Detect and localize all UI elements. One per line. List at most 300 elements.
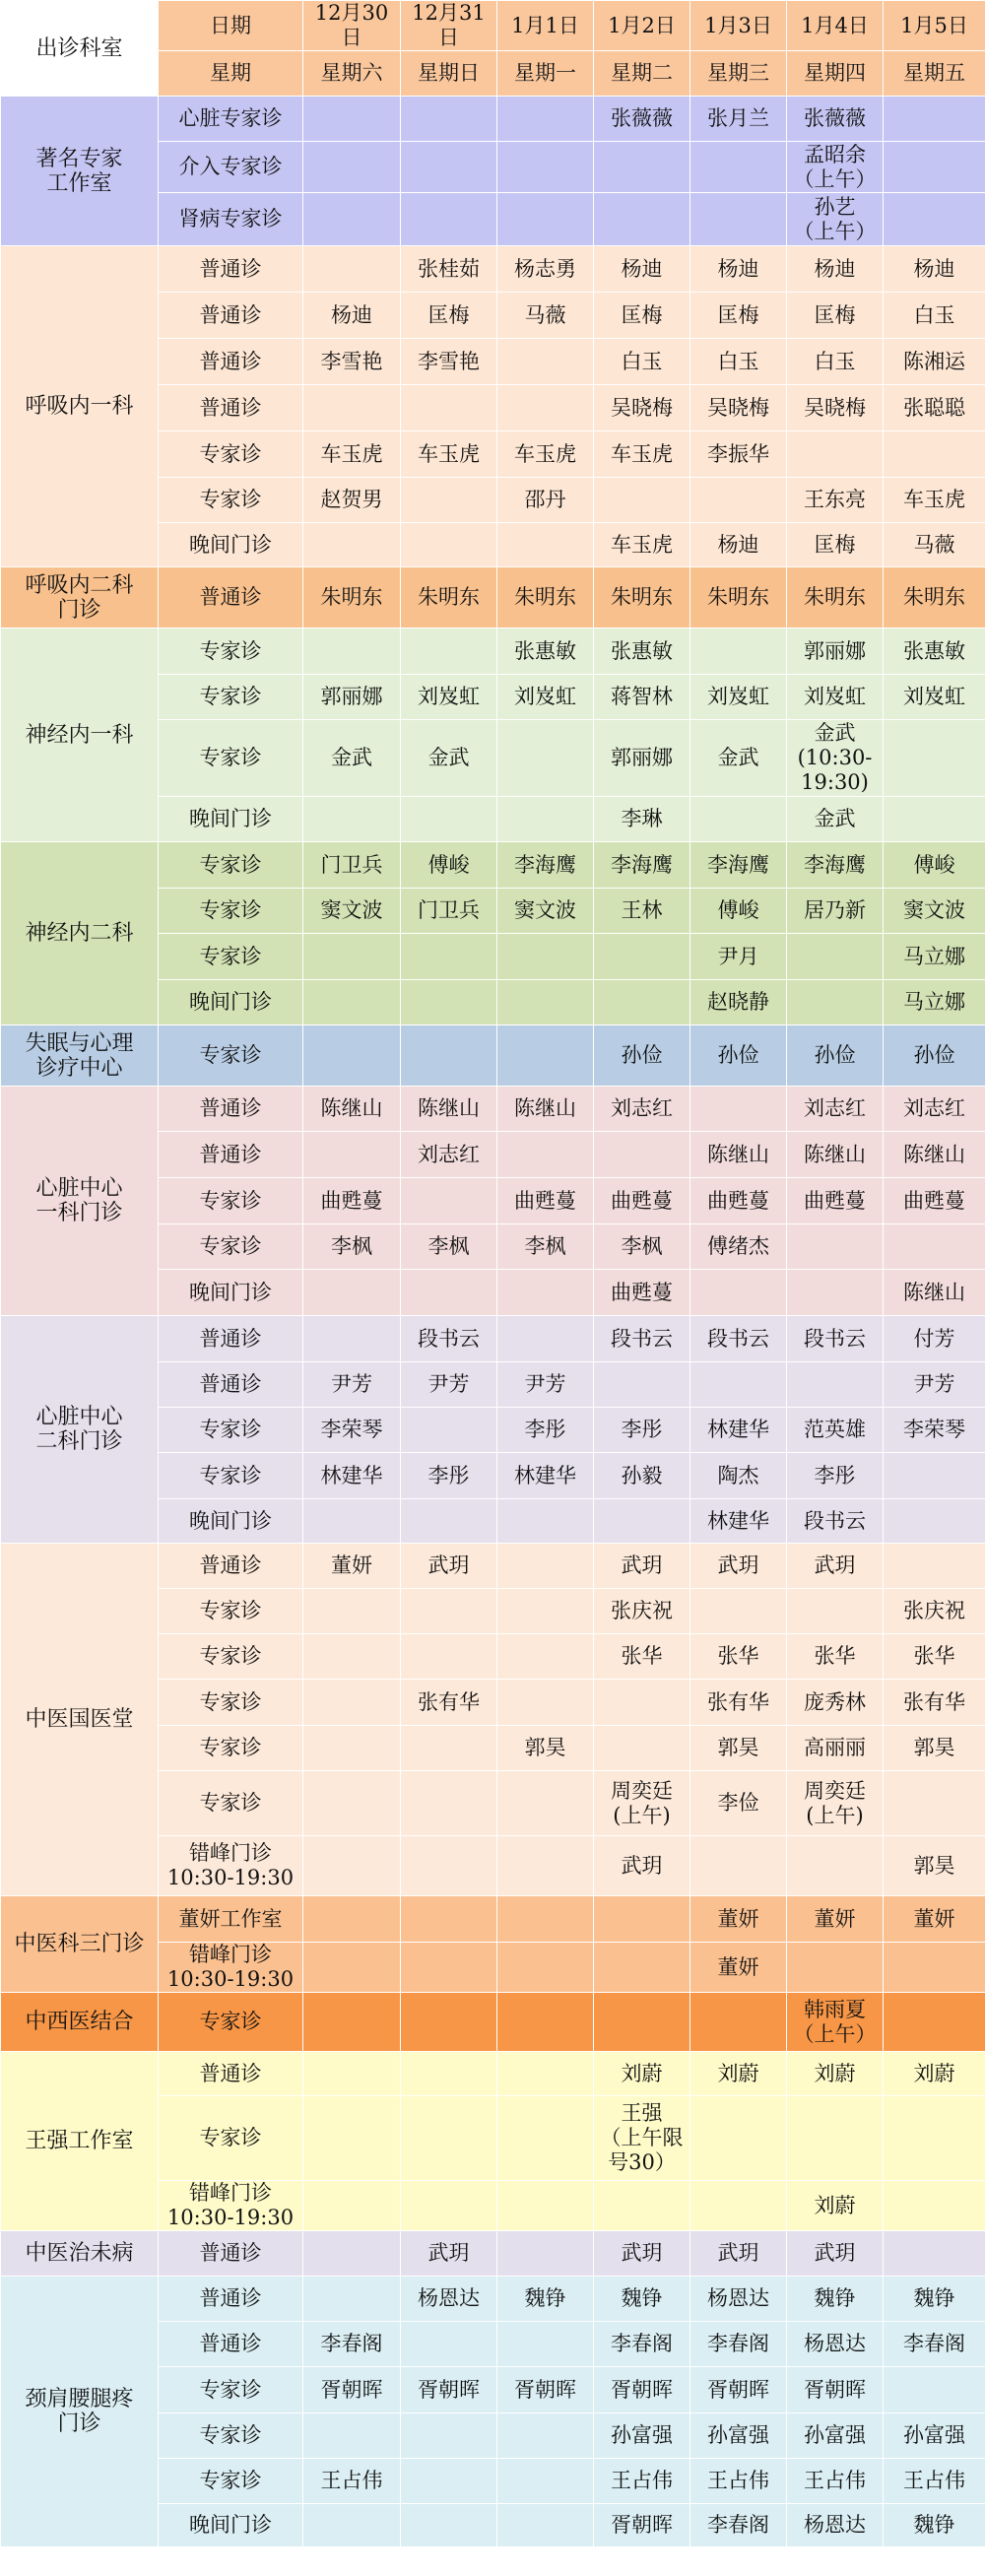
doctor-cell <box>787 1943 884 1993</box>
doctor-cell <box>594 1499 690 1544</box>
doctor-cell <box>401 523 497 567</box>
department-cell: 中西医结合 <box>1 1993 159 2052</box>
doctor-cell <box>690 797 787 842</box>
doctor-cell: 吴晓梅 <box>690 385 787 431</box>
doctor-cell <box>401 2504 497 2547</box>
doctor-cell: 窦文波 <box>497 889 594 934</box>
date-header-cell: 1月3日 <box>690 1 787 51</box>
doctor-cell: 杨恩达 <box>787 2322 884 2367</box>
doctor-cell: 居乃新 <box>787 889 884 934</box>
doctor-cell: 刘岌虹 <box>884 675 985 720</box>
department-cell: 中医科三门诊 <box>1 1896 159 1993</box>
doctor-cell: 胥朝晖 <box>594 2367 690 2413</box>
doctor-cell <box>594 980 690 1025</box>
doctor-cell <box>497 1771 594 1836</box>
doctor-cell: 车玉虎 <box>594 431 690 478</box>
doctor-cell: 武玥 <box>594 1836 690 1896</box>
doctor-cell: 段书云 <box>787 1499 884 1544</box>
doctor-cell: 朱明东 <box>594 567 690 628</box>
doctor-cell: 张有华 <box>690 1680 787 1726</box>
doctor-cell <box>690 628 787 675</box>
doctor-cell: 张华 <box>884 1634 985 1680</box>
doctor-cell: 尹芳 <box>497 1362 594 1408</box>
doctor-cell <box>401 797 497 842</box>
doctor-cell: 李彤 <box>787 1453 884 1499</box>
doctor-cell: 李春阁 <box>690 2504 787 2547</box>
doctor-cell: 郭昊 <box>497 1726 594 1771</box>
doctor-cell: 傅绪杰 <box>690 1224 787 1270</box>
doctor-cell: 陈继山 <box>690 1132 787 1178</box>
schedule-row <box>1 628 985 675</box>
doctor-cell <box>303 142 401 193</box>
doctor-cell <box>690 193 787 246</box>
doctor-cell: 胥朝晖 <box>594 2504 690 2547</box>
doctor-cell <box>884 431 985 478</box>
clinic-type-cell: 专家诊 <box>159 1993 303 2052</box>
doctor-cell: 杨恩达 <box>401 2277 497 2322</box>
clinic-type-cell: 错峰门诊 10:30-19:30 <box>159 1943 303 1993</box>
doctor-cell: 王占伟 <box>303 2459 401 2504</box>
clinic-type-cell: 专家诊 <box>159 1634 303 1680</box>
doctor-cell <box>401 2459 497 2504</box>
doctor-cell <box>787 980 884 1025</box>
doctor-cell <box>303 1726 401 1771</box>
doctor-cell: 段书云 <box>401 1316 497 1362</box>
doctor-cell: 吴晓梅 <box>787 385 884 431</box>
schedule-row <box>1 842 985 889</box>
doctor-cell: 董妍 <box>884 1896 985 1943</box>
doctor-cell <box>401 1726 497 1771</box>
date-header-cell: 1月1日 <box>497 1 594 51</box>
doctor-cell <box>497 720 594 797</box>
doctor-cell <box>884 797 985 842</box>
doctor-cell <box>594 478 690 523</box>
doctor-cell: 杨迪 <box>884 246 985 293</box>
doctor-cell: 胥朝晖 <box>401 2367 497 2413</box>
doctor-cell: 林建华 <box>303 1453 401 1499</box>
doctor-cell: 李海鹰 <box>497 842 594 889</box>
doctor-cell <box>884 1771 985 1836</box>
doctor-cell <box>303 1634 401 1680</box>
department-cell: 颈肩腰腿疼 门诊 <box>1 2277 159 2547</box>
doctor-cell <box>401 1499 497 1544</box>
doctor-cell <box>497 1499 594 1544</box>
doctor-cell: 曲甦蔓 <box>497 1178 594 1224</box>
doctor-cell: 高丽丽 <box>787 1726 884 1771</box>
doctor-cell: 张有华 <box>401 1680 497 1726</box>
doctor-cell: 窦文波 <box>884 889 985 934</box>
date-header-cell: 1月5日 <box>884 1 985 51</box>
doctor-cell: 刘志红 <box>401 1132 497 1178</box>
doctor-cell: 张惠敏 <box>594 628 690 675</box>
doctor-cell: 李春阁 <box>594 2322 690 2367</box>
doctor-cell: 郭丽娜 <box>787 628 884 675</box>
clinic-type-cell: 专家诊 <box>159 2367 303 2413</box>
clinic-type-cell: 专家诊 <box>159 1726 303 1771</box>
doctor-cell <box>690 478 787 523</box>
doctor-cell: 李枫 <box>401 1224 497 1270</box>
doctor-cell: 李海鹰 <box>787 842 884 889</box>
doctor-cell: 孙俭 <box>787 1025 884 1087</box>
doctor-cell: 朱明东 <box>884 567 985 628</box>
doctor-cell <box>690 1362 787 1408</box>
doctor-cell: 杨迪 <box>690 523 787 567</box>
doctor-cell <box>497 1589 594 1634</box>
doctor-cell: 张华 <box>690 1634 787 1680</box>
doctor-cell: 林建华 <box>690 1408 787 1453</box>
doctor-cell: 付芳 <box>884 1316 985 1362</box>
doctor-cell: 车玉虎 <box>303 431 401 478</box>
doctor-cell: 段书云 <box>594 1316 690 1362</box>
doctor-cell <box>884 193 985 246</box>
doctor-cell: 傅峻 <box>690 889 787 934</box>
doctor-cell: 张月兰 <box>690 97 787 142</box>
doctor-cell <box>884 2181 985 2231</box>
doctor-cell: 李俭 <box>690 1771 787 1836</box>
doctor-cell: 尹芳 <box>884 1362 985 1408</box>
doctor-cell: 匡梅 <box>594 293 690 339</box>
doctor-cell: 胥朝晖 <box>690 2367 787 2413</box>
doctor-cell: 韩雨夏 （上午） <box>787 1993 884 2052</box>
doctor-cell <box>884 142 985 193</box>
doctor-cell <box>497 2231 594 2277</box>
doctor-cell <box>303 2096 401 2181</box>
doctor-cell: 陈继山 <box>884 1132 985 1178</box>
doctor-cell <box>497 2181 594 2231</box>
doctor-cell: 武玥 <box>787 2231 884 2277</box>
clinic-type-cell: 专家诊 <box>159 934 303 980</box>
doctor-cell <box>401 193 497 246</box>
doctor-cell <box>303 385 401 431</box>
doctor-cell: 杨迪 <box>303 293 401 339</box>
corner-header-cell: 出诊科室 <box>1 1 159 97</box>
doctor-cell <box>884 97 985 142</box>
doctor-cell <box>303 246 401 293</box>
clinic-type-cell: 专家诊 <box>159 889 303 934</box>
doctor-cell <box>594 142 690 193</box>
doctor-cell: 武玥 <box>690 1544 787 1589</box>
doctor-cell: 郭丽娜 <box>594 720 690 797</box>
clinic-type-cell: 专家诊 <box>159 2096 303 2181</box>
doctor-cell: 刘岌虹 <box>787 675 884 720</box>
clinic-type-cell: 普通诊 <box>159 567 303 628</box>
clinic-type-cell: 普通诊 <box>159 2231 303 2277</box>
doctor-cell: 匡梅 <box>690 293 787 339</box>
doctor-cell: 李彤 <box>594 1408 690 1453</box>
doctor-cell <box>884 2231 985 2277</box>
doctor-cell: 孙富强 <box>594 2413 690 2459</box>
doctor-cell: 孙富强 <box>690 2413 787 2459</box>
doctor-cell <box>497 97 594 142</box>
doctor-cell <box>303 1499 401 1544</box>
doctor-cell: 孙富强 <box>787 2413 884 2459</box>
doctor-cell: 王东亮 <box>787 478 884 523</box>
doctor-cell: 孟昭余 （上午） <box>787 142 884 193</box>
clinic-type-cell: 普通诊 <box>159 385 303 431</box>
doctor-cell: 陈继山 <box>884 1270 985 1316</box>
department-cell: 神经内二科 <box>1 842 159 1025</box>
clinic-type-cell: 普通诊 <box>159 339 303 385</box>
doctor-cell <box>401 934 497 980</box>
date-header-cell: 12月30日 <box>303 1 401 51</box>
doctor-cell <box>303 193 401 246</box>
clinic-type-cell: 晚间门诊 <box>159 2504 303 2547</box>
clinic-type-cell: 心脏专家诊 <box>159 97 303 142</box>
doctor-cell: 刘志红 <box>884 1087 985 1132</box>
doctor-cell <box>594 1132 690 1178</box>
doctor-cell: 金武 <box>401 720 497 797</box>
doctor-cell: 杨迪 <box>690 246 787 293</box>
doctor-cell <box>303 1771 401 1836</box>
doctor-cell <box>401 1589 497 1634</box>
doctor-cell: 李振华 <box>690 431 787 478</box>
date-header-cell: 12月31日 <box>401 1 497 51</box>
schedule-row <box>1 97 985 142</box>
doctor-cell <box>497 193 594 246</box>
schedule-body <box>1 1 985 2547</box>
doctor-cell: 魏铮 <box>594 2277 690 2322</box>
schedule-row <box>1 1896 985 1943</box>
department-cell: 中医治未病 <box>1 2231 159 2277</box>
doctor-cell: 匡梅 <box>401 293 497 339</box>
doctor-cell: 曲甦蔓 <box>303 1178 401 1224</box>
doctor-cell <box>787 1362 884 1408</box>
doctor-cell <box>884 1499 985 1544</box>
doctor-cell: 刘蔚 <box>884 2052 985 2096</box>
doctor-cell: 曲甦蔓 <box>594 1178 690 1224</box>
doctor-cell <box>497 2052 594 2096</box>
doctor-cell: 蒋智林 <box>594 675 690 720</box>
doctor-cell: 杨迪 <box>594 246 690 293</box>
doctor-cell: 李枫 <box>497 1224 594 1270</box>
doctor-cell <box>787 2096 884 2181</box>
doctor-cell <box>884 1544 985 1589</box>
doctor-cell <box>497 1025 594 1087</box>
doctor-cell <box>303 797 401 842</box>
schedule-row <box>1 2052 985 2096</box>
clinic-type-cell: 普通诊 <box>159 2052 303 2096</box>
doctor-cell <box>497 2413 594 2459</box>
doctor-cell: 陶杰 <box>690 1453 787 1499</box>
doctor-cell: 车玉虎 <box>594 523 690 567</box>
clinic-type-cell: 专家诊 <box>159 1025 303 1087</box>
doctor-cell <box>787 934 884 980</box>
doctor-cell: 陈继山 <box>401 1087 497 1132</box>
doctor-cell: 曲甦蔓 <box>690 1178 787 1224</box>
doctor-cell <box>594 1896 690 1943</box>
doctor-cell: 马薇 <box>497 293 594 339</box>
doctor-cell <box>497 1270 594 1316</box>
clinic-type-cell: 普通诊 <box>159 293 303 339</box>
doctor-cell: 郭昊 <box>884 1726 985 1771</box>
doctor-cell: 武玥 <box>594 1544 690 1589</box>
doctor-cell: 李荣琴 <box>303 1408 401 1453</box>
doctor-cell <box>401 1836 497 1896</box>
doctor-cell: 张庆祝 <box>884 1589 985 1634</box>
schedule-row <box>1 1993 985 2052</box>
doctor-cell: 张庆祝 <box>594 1589 690 1634</box>
doctor-cell <box>303 2231 401 2277</box>
date-label-cell: 日期 <box>159 1 303 51</box>
doctor-cell <box>884 1224 985 1270</box>
doctor-cell: 刘岌虹 <box>497 675 594 720</box>
doctor-cell: 金武 <box>787 797 884 842</box>
doctor-cell <box>303 628 401 675</box>
doctor-cell <box>690 1270 787 1316</box>
doctor-cell: 胥朝晖 <box>303 2367 401 2413</box>
doctor-cell <box>594 1680 690 1726</box>
doctor-cell: 傅峻 <box>884 842 985 889</box>
clinic-type-cell: 晚间门诊 <box>159 523 303 567</box>
doctor-cell <box>303 2181 401 2231</box>
doctor-cell: 李枫 <box>594 1224 690 1270</box>
department-cell: 神经内一科 <box>1 628 159 842</box>
clinic-type-cell: 专家诊 <box>159 1680 303 1726</box>
doctor-cell: 林建华 <box>690 1499 787 1544</box>
doctor-cell <box>401 628 497 675</box>
doctor-cell <box>401 1943 497 1993</box>
doctor-cell: 董妍 <box>787 1896 884 1943</box>
doctor-cell <box>401 1993 497 2052</box>
clinic-type-cell: 普通诊 <box>159 1316 303 1362</box>
doctor-cell: 赵贺男 <box>303 478 401 523</box>
doctor-cell <box>401 1178 497 1224</box>
doctor-cell <box>594 1943 690 1993</box>
doctor-cell: 马立娜 <box>884 980 985 1025</box>
department-cell: 心脏中心 一科门诊 <box>1 1087 159 1316</box>
doctor-cell <box>303 1943 401 1993</box>
doctor-cell: 孙俭 <box>594 1025 690 1087</box>
doctor-cell: 郭昊 <box>884 1836 985 1896</box>
doctor-cell: 李雪艳 <box>303 339 401 385</box>
schedule-row <box>1 1544 985 1589</box>
doctor-cell <box>594 1993 690 2052</box>
doctor-cell <box>594 2181 690 2231</box>
clinic-type-cell: 普通诊 <box>159 2322 303 2367</box>
doctor-cell: 杨恩达 <box>787 2504 884 2547</box>
clinic-type-cell: 晚间门诊 <box>159 797 303 842</box>
clinic-type-cell: 专家诊 <box>159 478 303 523</box>
doctor-cell: 金武 <box>690 720 787 797</box>
doctor-cell: 刘蔚 <box>594 2052 690 2096</box>
doctor-cell <box>690 142 787 193</box>
doctor-cell <box>497 1544 594 1589</box>
department-cell: 著名专家 工作室 <box>1 97 159 246</box>
doctor-cell: 王占伟 <box>884 2459 985 2504</box>
doctor-cell <box>401 1270 497 1316</box>
doctor-cell: 窦文波 <box>303 889 401 934</box>
department-cell: 失眠与心理 诊疗中心 <box>1 1025 159 1087</box>
doctor-cell: 张惠敏 <box>884 628 985 675</box>
doctor-cell: 孙俭 <box>690 1025 787 1087</box>
doctor-cell <box>401 2052 497 2096</box>
doctor-cell <box>497 1943 594 1993</box>
doctor-cell <box>303 1896 401 1943</box>
doctor-cell: 武玥 <box>401 2231 497 2277</box>
doctor-cell <box>303 2052 401 2096</box>
weekday-header-cell: 星期三 <box>690 51 787 97</box>
doctor-cell <box>303 2277 401 2322</box>
doctor-cell <box>497 1993 594 2052</box>
doctor-cell: 曲甦蔓 <box>884 1178 985 1224</box>
doctor-cell: 李琳 <box>594 797 690 842</box>
doctor-cell <box>497 1316 594 1362</box>
doctor-cell: 车玉虎 <box>401 431 497 478</box>
doctor-cell <box>884 720 985 797</box>
doctor-cell: 魏铮 <box>884 2504 985 2547</box>
doctor-cell: 金武 <box>303 720 401 797</box>
doctor-cell <box>303 1680 401 1726</box>
doctor-cell: 郭昊 <box>690 1726 787 1771</box>
doctor-cell: 董妍 <box>303 1544 401 1589</box>
doctor-cell <box>787 1836 884 1896</box>
clinic-type-cell: 专家诊 <box>159 1178 303 1224</box>
doctor-cell <box>497 523 594 567</box>
doctor-cell: 匡梅 <box>787 293 884 339</box>
clinic-type-cell: 专家诊 <box>159 628 303 675</box>
clinic-type-cell: 普通诊 <box>159 1362 303 1408</box>
clinic-type-cell: 普通诊 <box>159 1132 303 1178</box>
doctor-cell: 武玥 <box>401 1544 497 1589</box>
doctor-cell: 孙艺 （上午） <box>787 193 884 246</box>
doctor-cell <box>594 1362 690 1408</box>
doctor-cell <box>787 431 884 478</box>
doctor-cell <box>884 1453 985 1499</box>
schedule-row <box>1 567 985 628</box>
doctor-cell: 尹芳 <box>401 1362 497 1408</box>
doctor-cell: 马薇 <box>884 523 985 567</box>
doctor-cell <box>303 1589 401 1634</box>
doctor-cell: 张聪聪 <box>884 385 985 431</box>
doctor-cell <box>497 2459 594 2504</box>
doctor-cell <box>303 2504 401 2547</box>
doctor-cell <box>497 142 594 193</box>
doctor-cell <box>303 1025 401 1087</box>
schedule-row <box>1 2277 985 2322</box>
doctor-cell: 尹月 <box>690 934 787 980</box>
doctor-cell <box>401 142 497 193</box>
doctor-cell: 杨迪 <box>787 246 884 293</box>
clinic-type-cell: 专家诊 <box>159 1224 303 1270</box>
doctor-cell: 张华 <box>594 1634 690 1680</box>
doctor-cell <box>303 2413 401 2459</box>
weekday-header-cell: 星期五 <box>884 51 985 97</box>
doctor-cell: 李春阁 <box>690 2322 787 2367</box>
doctor-cell <box>884 2367 985 2413</box>
doctor-cell: 孙富强 <box>884 2413 985 2459</box>
doctor-cell: 李海鹰 <box>690 842 787 889</box>
clinic-type-cell: 专家诊 <box>159 2459 303 2504</box>
doctor-cell: 武玥 <box>594 2231 690 2277</box>
doctor-cell <box>497 2096 594 2181</box>
doctor-cell: 傅峻 <box>401 842 497 889</box>
clinic-type-cell: 错峰门诊 10:30-19:30 <box>159 2181 303 2231</box>
weekday-header-cell: 星期四 <box>787 51 884 97</box>
doctor-cell <box>787 1224 884 1270</box>
department-cell: 呼吸内二科 门诊 <box>1 567 159 628</box>
date-header-cell: 1月4日 <box>787 1 884 51</box>
doctor-cell: 朱明东 <box>497 567 594 628</box>
doctor-cell: 尹芳 <box>303 1362 401 1408</box>
doctor-cell: 门卫兵 <box>303 842 401 889</box>
doctor-cell: 李彤 <box>401 1453 497 1499</box>
doctor-cell: 白玉 <box>594 339 690 385</box>
doctor-cell <box>497 934 594 980</box>
schedule-row <box>1 1087 985 1132</box>
doctor-cell <box>303 934 401 980</box>
clinic-type-cell: 专家诊 <box>159 675 303 720</box>
doctor-cell: 李彤 <box>497 1408 594 1453</box>
